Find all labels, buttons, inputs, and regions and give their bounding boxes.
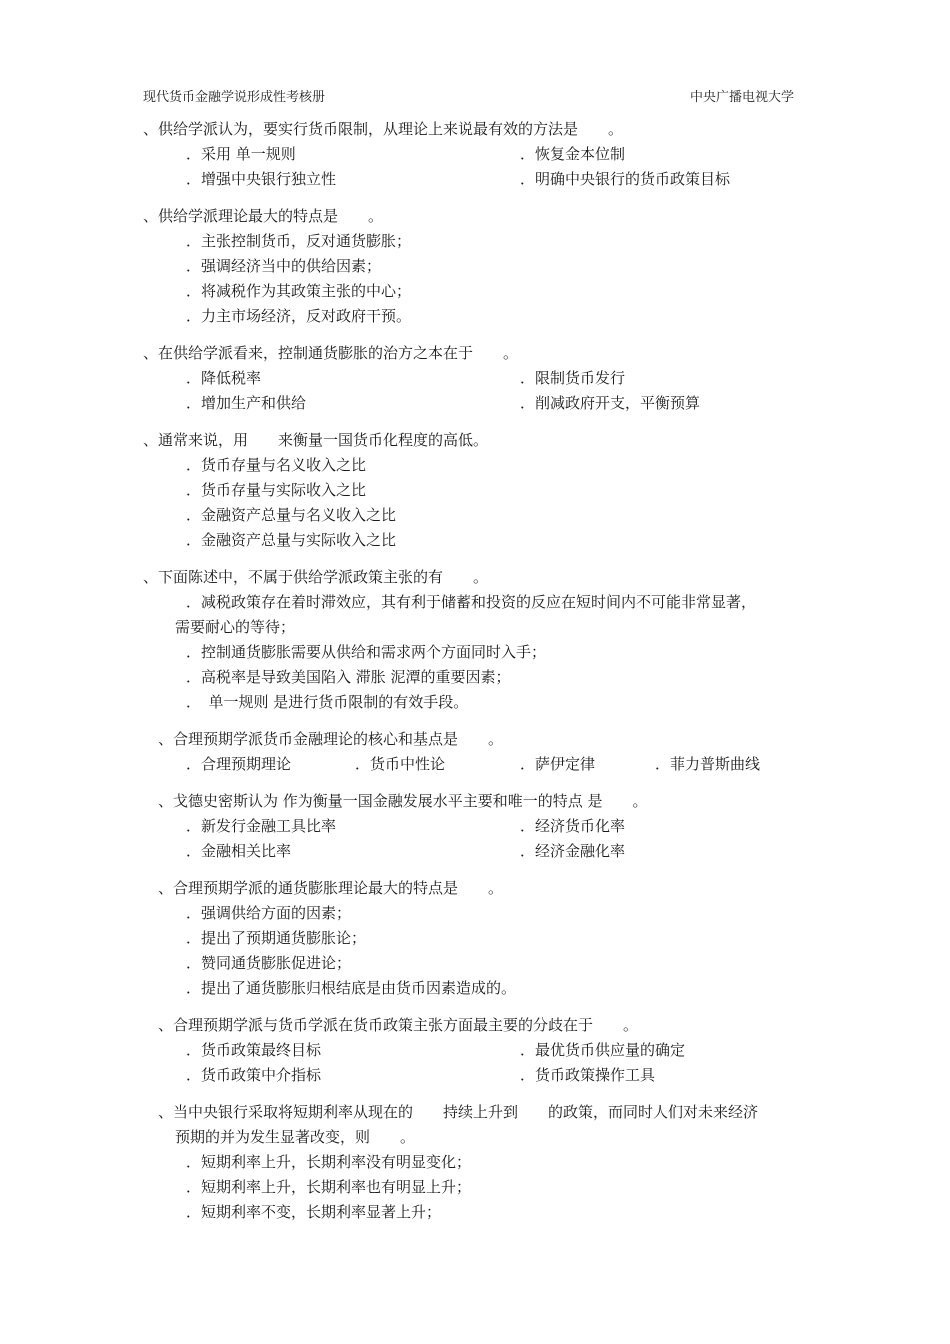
- text-line: ．货币政策中介指标: [186, 1066, 322, 1084]
- text-line: ．货币政策最终目标: [186, 1041, 322, 1059]
- text-line: ．金融资产总量与名义收入之比: [186, 506, 397, 524]
- text-line: ．增加生产和供给: [186, 394, 307, 412]
- text-line: ．降低税率: [186, 369, 262, 387]
- text-line: ．货币存量与实际收入之比: [186, 481, 367, 499]
- text-line: 、当中央银行采取将短期利率从现在的 持续上升到 的政策，而同时人们对未来经济: [158, 1103, 759, 1121]
- text-line: ． 单一规则 是进行货币限制的有效手段。: [186, 693, 469, 711]
- text-line: 、通常来说，用 来衡量一国货币化程度的高低。: [143, 431, 489, 449]
- text-line: 、下面陈述中，不属于供给学派政策主张的有 。: [143, 568, 489, 586]
- text-line: ．最优货币供应量的确定: [520, 1041, 686, 1059]
- text-line: ．短期利率不变，长期利率显著上升；: [186, 1203, 442, 1221]
- text-line: ．萨伊定律: [520, 755, 596, 773]
- text-line: ．明确中央银行的货币政策目标: [520, 170, 731, 188]
- text-line: 需要耐心的等待；: [175, 618, 296, 636]
- text-line: ．强调供给方面的因素；: [186, 904, 352, 922]
- text-line: ．新发行金融工具比率: [186, 817, 337, 835]
- text-line: ．提出了通货膨胀归根结底是由货币因素造成的。: [186, 979, 517, 997]
- text-line: ．削减政府开支，平衡预算: [520, 394, 701, 412]
- text-line: ．强调经济当中的供给因素；: [186, 257, 382, 275]
- text-line: ．合理预期理论: [186, 755, 292, 773]
- text-line: 、供给学派认为，要实行货币限制，从理论上来说最有效的方法是 。: [143, 120, 624, 138]
- header-title: 现代货币金融学说形成性考核册: [143, 90, 326, 105]
- header-institution: 中央广播电视大学: [690, 90, 795, 105]
- text-line: ．减税政策存在着时滞效应，其有利于储蓄和投资的反应在短时间内不可能非常显著，: [186, 593, 757, 611]
- text-line: ．恢复金本位制: [520, 145, 626, 163]
- text-line: ．货币中性论: [355, 755, 446, 773]
- text-line: ．增强中央银行独立性: [186, 170, 337, 188]
- text-line: ．赞同通货膨胀促进论；: [186, 954, 352, 972]
- text-line: 、合理预期学派的通货膨胀理论最大的特点是 。: [158, 879, 504, 897]
- text-line: ．限制货币发行: [520, 369, 626, 387]
- text-line: 、供给学派理论最大的特点是 。: [143, 207, 384, 225]
- text-line: ．高税率是导致美国陷入 滞胀 泥潭的重要因素；: [186, 668, 511, 686]
- text-line: ．将减税作为其政策主张的中心；: [186, 282, 412, 300]
- text-line: ．菲力普斯曲线: [655, 755, 761, 773]
- text-line: ．提出了预期通货膨胀论；: [186, 929, 367, 947]
- text-line: ．采用 单一规则: [186, 145, 296, 163]
- text-line: ．控制通货膨胀需要从供给和需求两个方面同时入手；: [186, 643, 547, 661]
- text-line: ．短期利率上升，长期利率也有明显上升；: [186, 1178, 472, 1196]
- text-line: ．货币政策操作工具: [520, 1066, 656, 1084]
- text-line: ．金融资产总量与实际收入之比: [186, 531, 397, 549]
- text-line: ．短期利率上升，长期利率没有明显变化；: [186, 1153, 472, 1171]
- text-line: ．经济金融化率: [520, 842, 626, 860]
- text-line: 、在供给学派看来，控制通货膨胀的治方之本在于 。: [143, 344, 519, 362]
- text-line: ．力主市场经济，反对政府干预。: [186, 307, 412, 325]
- text-line: 、合理预期学派货币金融理论的核心和基点是 。: [158, 730, 504, 748]
- text-line: ．主张控制货币，反对通货膨胀；: [186, 232, 412, 250]
- text-line: 预期的并为发生显著改变，则 。: [175, 1128, 416, 1146]
- text-line: ．金融相关比率: [186, 842, 292, 860]
- text-line: ．货币存量与名义收入之比: [186, 456, 367, 474]
- text-line: 、戈德史密斯认为 作为衡量一国金融发展水平主要和唯一的特点 是 。: [158, 792, 648, 810]
- text-line: 、合理预期学派与货币学派在货币政策主张方面最主要的分歧在于 。: [158, 1016, 639, 1034]
- text-line: ．经济货币化率: [520, 817, 626, 835]
